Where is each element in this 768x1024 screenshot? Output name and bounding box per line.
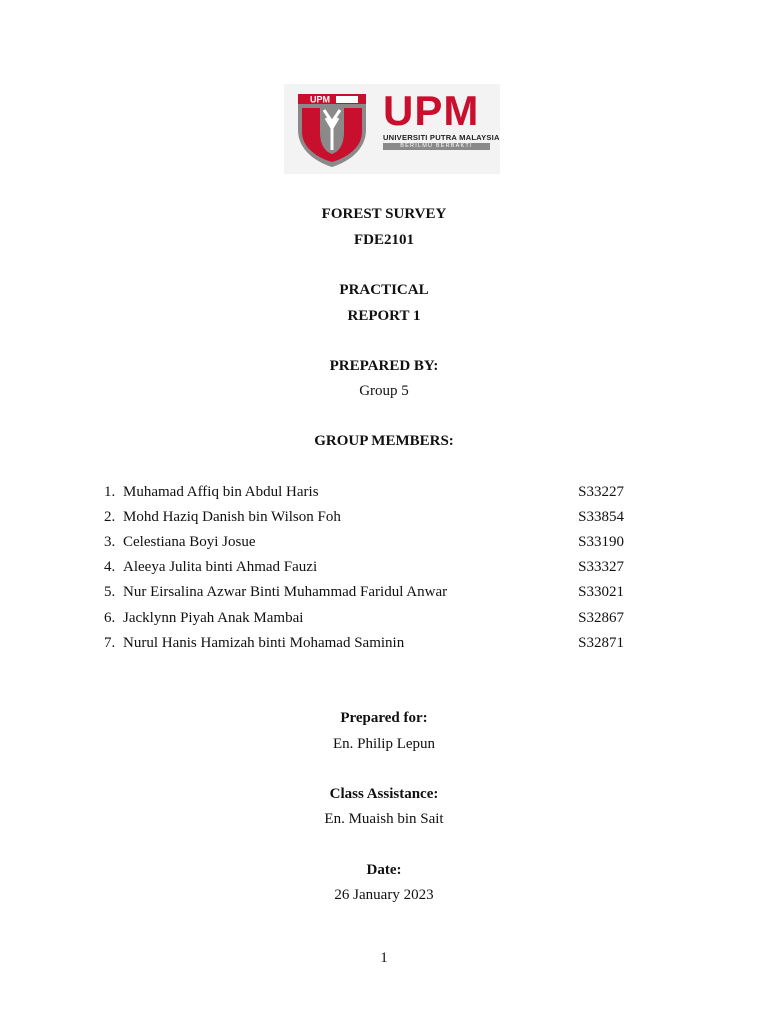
prepared-by-value: Group 5 <box>359 383 409 399</box>
list-item <box>104 509 624 529</box>
university-motto: BERILMU BERBAKTI <box>383 143 490 150</box>
member-name: Aleeya Julita binti Ahmad Fauzi <box>123 559 318 575</box>
date-heading: Date: <box>366 862 402 878</box>
course-code: FDE2101 <box>354 232 414 248</box>
member-number: 5. <box>104 584 116 600</box>
prepared-for-value: En. Philip Lepun <box>332 736 436 752</box>
report-name: REPORT 1 <box>347 308 421 324</box>
member-id: S33327 <box>578 559 624 575</box>
list-item <box>104 610 624 630</box>
upm-logo <box>284 84 500 174</box>
list-item <box>104 484 624 504</box>
member-number: 2. <box>104 509 116 525</box>
upm-wordmark: UPM <box>383 87 480 134</box>
prepared-by-heading: PREPARED BY: <box>329 358 439 374</box>
member-number: 7. <box>104 635 116 651</box>
member-number: 1. <box>104 484 116 500</box>
member-name: Nurul Hanis Hamizah binti Mohamad Saminin <box>123 635 405 651</box>
list-item <box>104 559 624 579</box>
class-assistance-value: En. Muaish bin Sait <box>324 811 444 827</box>
member-number: 6. <box>104 610 116 626</box>
member-name: Celestiana Boyi Josue <box>123 534 256 550</box>
member-name: Nur Eirsalina Azwar Binti Muhammad Faridul Anwar <box>123 584 448 600</box>
member-id: S32867 <box>578 610 624 626</box>
list-item <box>104 635 624 655</box>
upm-shield-icon <box>296 92 368 168</box>
member-name: Jacklynn Piyah Anak Mambai <box>123 610 304 626</box>
report-type: PRACTICAL <box>339 282 429 298</box>
list-item <box>104 534 624 554</box>
member-id: S33190 <box>578 534 624 550</box>
list-item <box>104 584 624 604</box>
group-members-heading: GROUP MEMBERS: <box>314 433 454 449</box>
member-id: S33854 <box>578 509 624 525</box>
member-id: S32871 <box>578 635 624 651</box>
university-name: UNIVERSITI PUTRA MALAYSIA <box>383 133 500 142</box>
svg-text:UPM: UPM <box>310 94 330 105</box>
date-value: 26 January 2023 <box>334 887 434 903</box>
member-id: S33021 <box>578 584 624 600</box>
member-id: S33227 <box>578 484 624 500</box>
member-number: 4. <box>104 559 116 575</box>
member-name: Muhamad Affiq bin Abdul Haris <box>123 484 319 500</box>
page-number: 1 <box>380 950 388 966</box>
member-name: Mohd Haziq Danish bin Wilson Foh <box>123 509 341 525</box>
prepared-for-heading: Prepared for: <box>340 710 428 726</box>
class-assistance-heading: Class Assistance: <box>329 786 439 802</box>
course-title: FOREST SURVEY <box>321 206 447 222</box>
member-number: 3. <box>104 534 116 550</box>
